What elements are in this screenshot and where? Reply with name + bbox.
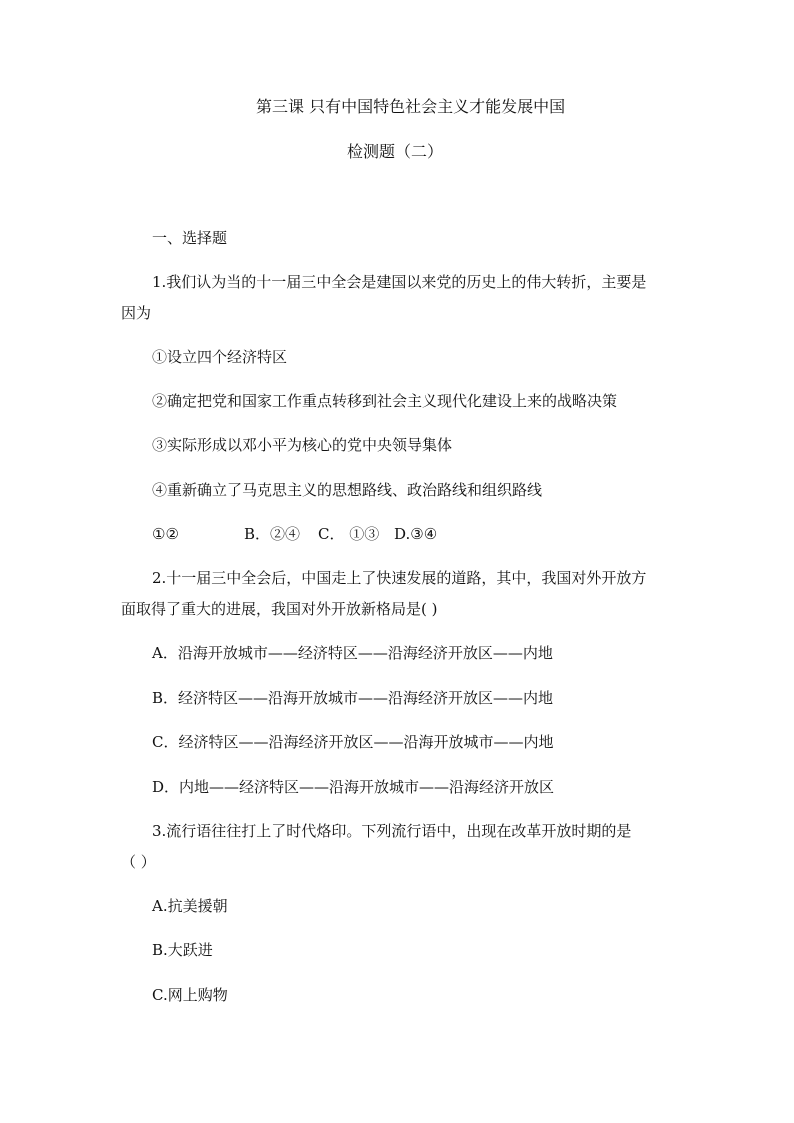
q1-option-d: D.③④ <box>394 525 438 543</box>
q1-item-4: ④重新确立了马克思主义的思想路线、政治路线和组织路线 <box>152 481 543 499</box>
q1-item-3: ③实际形成以邓小平为核心的党中央领导集体 <box>152 436 453 454</box>
lesson-title: 第三课 只有中国特色社会主义才能发展中国 <box>256 97 566 116</box>
q2-option-d: D．内地——经济特区——沿海开放城市——沿海经济开放区 <box>152 778 555 796</box>
q1-option-b: B．②④ <box>244 525 301 543</box>
q2-option-b: B．经济特区——沿海开放城市——沿海经济开放区——内地 <box>152 689 554 707</box>
q1-option-a: ①② <box>152 525 179 543</box>
q1-item-2: ②确定把党和国家工作重点转移到社会主义现代化建设上来的战略决策 <box>152 392 618 410</box>
section-heading: 一、选择题 <box>152 229 228 247</box>
q1-stem-line1: 1.我们认为当的十一届三中全会是建国以来党的历史上的伟大转折，主要是 <box>152 273 647 291</box>
q1-stem-line2: 因为 <box>121 304 152 322</box>
exercise-subtitle: 检测题（二） <box>347 142 444 161</box>
q2-stem-line1: 2.十一届三中全会后，中国走上了快速发展的道路，其中，我国对外开放方 <box>152 569 647 587</box>
q3-option-b: B.大跃进 <box>152 941 213 959</box>
q3-option-a: A.抗美援朝 <box>152 897 228 915</box>
q3-option-c: C.网上购物 <box>152 986 228 1004</box>
q1-option-c: C． ①③ <box>318 525 380 543</box>
q2-option-c: C．经济特区——沿海经济开放区——沿海开放城市——内地 <box>152 733 554 751</box>
q1-options <box>152 524 437 544</box>
q3-stem-line1: 3.流行语往往打上了时代烙印。下列流行语中，出现在改革开放时期的是 <box>152 822 632 840</box>
q1-item-1: ①设立四个经济特区 <box>152 348 288 366</box>
q3-stem-line2: （ ） <box>121 853 156 871</box>
q2-option-a: A．沿海开放城市——经济特区——沿海经济开放区——内地 <box>152 644 553 662</box>
q2-stem-line2: 面取得了重大的进展，我国对外开放新格局是( ) <box>121 600 438 618</box>
